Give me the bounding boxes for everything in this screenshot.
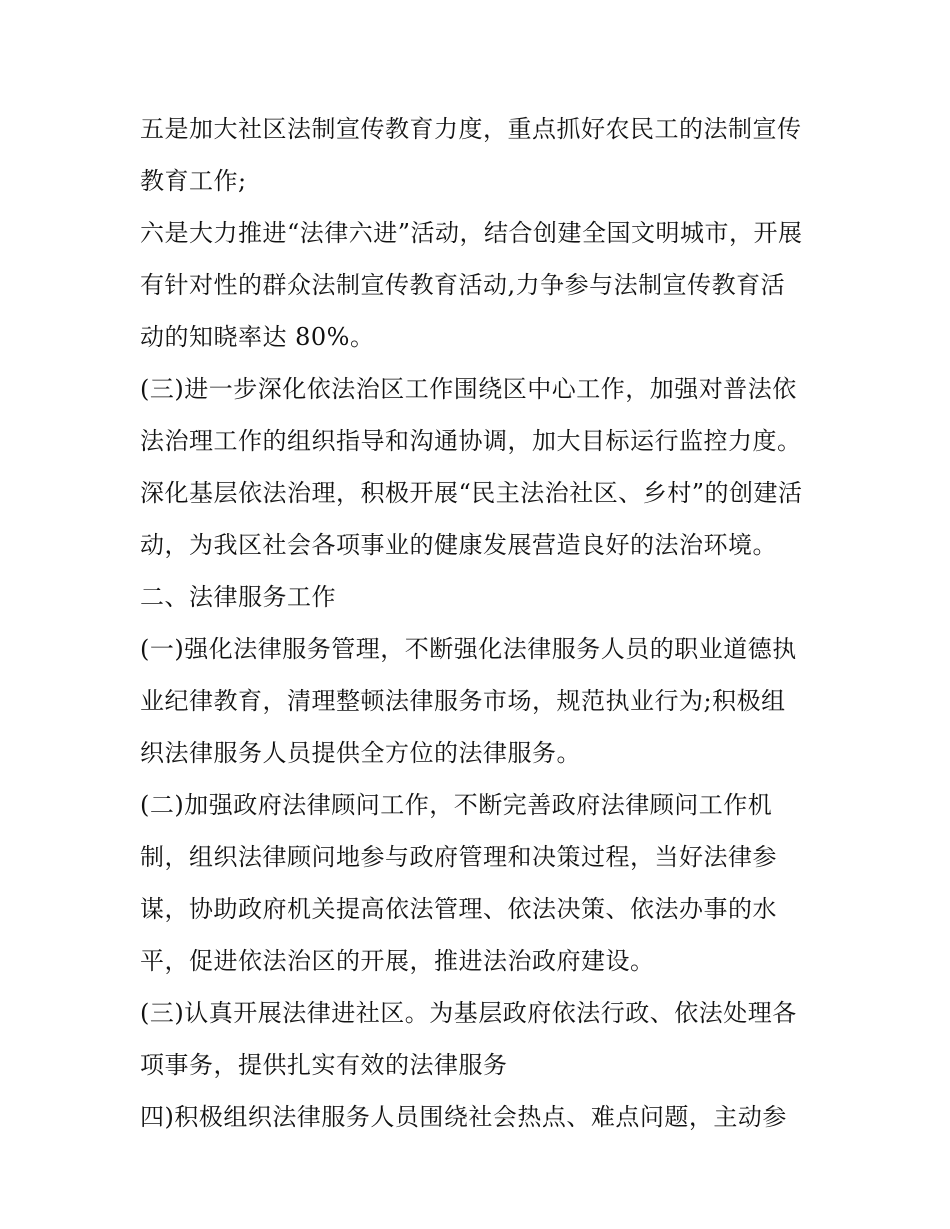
text-line: 四)积极组织法律服务人员围绕社会热点、难点问题，主动参 <box>140 1103 787 1131</box>
text-line: (三)认真开展法律进社区。为基层政府依法行政、依法处理各 <box>140 999 797 1027</box>
text-line: 有针对性的群众法制宣传教育活动,力争参与法制宣传教育活 <box>140 271 786 299</box>
text-line: 动的知晓率达 80%。 <box>140 323 375 351</box>
text-line: 谋，协助政府机关提高依法管理、依法决策、依法办事的水 <box>140 895 777 923</box>
document-body <box>140 103 820 1143</box>
text-line: 深化基层依法治理，积极开展“民主法治社区、乡村”的创建活 <box>140 479 803 507</box>
text-line: 教育工作; <box>140 167 247 195</box>
text-line: 法治理工作的组织指导和沟通协调，加大目标运行监控力度。 <box>140 427 802 455</box>
text-line: 五是加大社区法制宣传教育力度，重点抓好农民工的法制宣传 <box>140 115 802 143</box>
text-line: 动，为我区社会各项事业的健康发展营造良好的法治环境。 <box>140 531 777 559</box>
text-line: 项事务，提供扎实有效的法律服务 <box>140 1051 508 1079</box>
text-line: 业纪律教育，清理整顿法律服务市场，规范执业行为;积极组 <box>140 687 786 715</box>
text-line: (一)强化法律服务管理，不断强化法律服务人员的职业道德执 <box>140 635 797 663</box>
section-heading: 二、法律服务工作 <box>140 583 336 611</box>
text-line: 六是大力推进“法律六进”活动，结合创建全国文明城市，开展 <box>140 219 803 247</box>
text-line: 织法律服务人员提供全方位的法律服务。 <box>140 739 581 767</box>
text-line: 制，组织法律顾问地参与政府管理和决策过程，当好法律参 <box>140 843 777 871</box>
text-line: 平，促进依法治区的开展，推进法治政府建设。 <box>140 947 655 975</box>
text-line: (三)进一步深化依法治区工作围绕区中心工作，加强对普法依 <box>140 375 797 403</box>
text-line: (二)加强政府法律顾问工作，不断完善政府法律顾问工作机 <box>140 791 773 819</box>
